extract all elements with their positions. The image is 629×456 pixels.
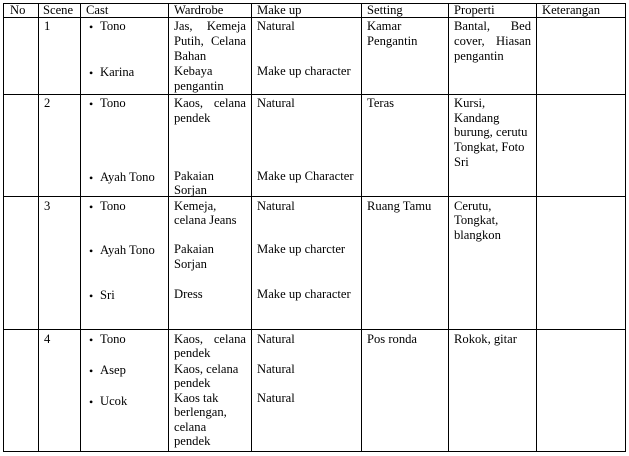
bullet-icon: • <box>89 364 94 378</box>
wardrobe-line: Sorjan <box>174 257 207 271</box>
header-no: No <box>10 3 26 17</box>
wardrobe-line: pengantin <box>174 79 224 93</box>
cast-name: Tono <box>100 96 126 110</box>
wardrobe-line: Sorjan <box>174 183 207 197</box>
header-setting: Setting <box>367 3 403 17</box>
makeup-value: Make up character <box>257 64 351 78</box>
header-scene: Scene <box>43 3 74 17</box>
col-divider-setting <box>448 3 449 452</box>
properti-line: Sri <box>454 155 469 169</box>
cast-name: Tono <box>100 332 126 346</box>
cast-name: Tono <box>100 19 126 33</box>
wardrobe-line: pendek <box>174 376 211 390</box>
wardrobe-line: Kebaya <box>174 64 213 78</box>
wardrobe-line: Kaos, celana <box>174 96 246 110</box>
setting-value: Ruang Tamu <box>367 199 432 213</box>
wardrobe-line: Kaos, celana <box>174 362 239 376</box>
header-properti: Properti <box>454 3 495 17</box>
setting-value: Pos ronda <box>367 332 418 346</box>
bullet-icon: • <box>89 20 94 34</box>
properti-line: blangkon <box>454 228 501 242</box>
header-keterangan: Keterangan <box>542 3 601 17</box>
row-divider-3 <box>3 329 626 330</box>
col-border-right <box>625 3 626 452</box>
setting-value: Teras <box>367 96 395 110</box>
wardrobe-line: pendek <box>174 346 211 360</box>
col-divider-wardrobe <box>251 3 252 452</box>
makeup-value: Natural <box>257 19 295 33</box>
wardrobe-line: Kaos, celana <box>174 332 246 346</box>
scene-number: 1 <box>44 19 51 33</box>
header-cast: Cast <box>86 3 109 17</box>
makeup-value: Natural <box>257 199 295 213</box>
bullet-icon: • <box>89 333 94 347</box>
properti-line: burung, cerutu <box>454 125 528 139</box>
makeup-value: Make up charcter <box>257 242 346 256</box>
properti-line: Tongkat, Foto <box>454 140 525 154</box>
properti-line: Tongkat, <box>454 213 499 227</box>
bullet-icon: • <box>89 244 94 258</box>
wardrobe-line: Kaos tak <box>174 391 219 405</box>
makeup-value: Make up character <box>257 287 351 301</box>
wardrobe-line: celana Jeans <box>174 213 237 227</box>
wardrobe-line: Dress <box>174 287 203 301</box>
wardrobe-line: Pakaian <box>174 169 214 183</box>
makeup-value: Natural <box>257 332 295 346</box>
makeup-value: Make up Character <box>257 169 354 183</box>
wardrobe-line: Bahan <box>174 49 207 63</box>
properti-line: Cerutu, <box>454 199 492 213</box>
cast-name: Asep <box>100 363 126 377</box>
scene-number: 4 <box>44 332 51 346</box>
col-divider-no <box>38 3 39 452</box>
row-divider-1 <box>3 94 626 95</box>
bullet-icon: • <box>89 171 94 185</box>
row-divider-2 <box>3 196 626 197</box>
cast-name: Ayah Tono <box>100 170 155 184</box>
col-divider-makeup <box>361 3 362 452</box>
wardrobe-line: pendek <box>174 111 211 125</box>
header-makeup: Make up <box>257 3 302 17</box>
wardrobe-line: Kemeja, <box>174 199 217 213</box>
cast-name: Sri <box>100 288 115 302</box>
header-wardrobe: Wardrobe <box>174 3 224 17</box>
table-border-bottom <box>3 451 626 452</box>
cast-name: Ayah Tono <box>100 243 155 257</box>
bullet-icon: • <box>89 97 94 111</box>
makeup-value: Natural <box>257 362 295 376</box>
wardrobe-line: Jas, Kemeja <box>174 19 246 33</box>
cast-name: Tono <box>100 199 126 213</box>
properti-line: Rokok, gitar <box>454 332 517 346</box>
scene-number: 3 <box>44 199 51 213</box>
bullet-icon: • <box>89 289 94 303</box>
wardrobe-line: Pakaian <box>174 242 214 256</box>
col-divider-scene <box>80 3 81 452</box>
wardrobe-line: Putih, Celana <box>174 34 246 48</box>
setting-value: Kamar Pengantin <box>367 19 418 48</box>
wardrobe-line: pendek <box>174 434 211 448</box>
makeup-value: Natural <box>257 391 295 405</box>
properti-line: Kandang <box>454 111 500 125</box>
col-border-left <box>3 3 4 452</box>
cast-name: Karina <box>100 65 135 79</box>
col-divider-cast <box>168 3 169 452</box>
bullet-icon: • <box>89 200 94 214</box>
properti-line: cover, Hiasan <box>454 34 531 48</box>
bullet-icon: • <box>89 66 94 80</box>
properti-line: Kursi, <box>454 96 486 110</box>
col-divider-properti <box>536 3 537 452</box>
wardrobe-line: berlengan, <box>174 405 227 419</box>
bullet-icon: • <box>89 395 94 409</box>
properti-line: Bantal, Bed <box>454 19 531 33</box>
cast-name: Ucok <box>100 394 128 408</box>
makeup-value: Natural <box>257 96 295 110</box>
wardrobe-line: celana <box>174 420 207 434</box>
properti-line: pengantin <box>454 49 504 63</box>
scene-number: 2 <box>44 96 51 110</box>
